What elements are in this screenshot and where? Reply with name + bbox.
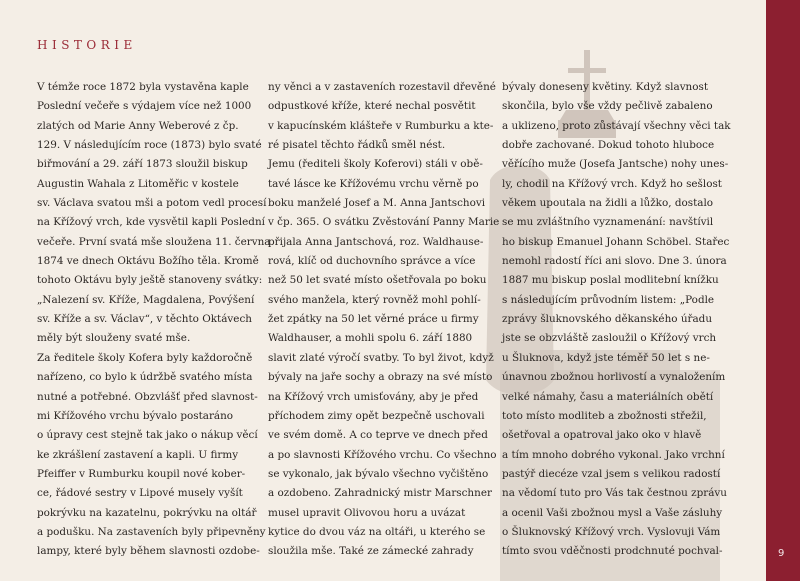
text-line: nutné a potřebné. Obzvlášť před slavnost- xyxy=(37,390,258,403)
text-line: s následujícím průvodním listem: „Podle xyxy=(502,293,715,306)
text-line: věřícího muže (Josefa Jantsche) nohy unes- xyxy=(502,158,729,171)
text-line: dobře zachované. Dokud tohoto hluboce xyxy=(502,139,715,152)
text-line: o úpravy cest stejně tak jako o nákup věcí xyxy=(37,429,258,442)
text-line: tavé lásce ke Křížovému vrchu věrně po xyxy=(268,177,479,190)
text-line: ly, chodil na Křížový vrch. Když ho sešlost xyxy=(502,177,722,190)
text-line: biřmování a 29. září 1873 sloužil biskup xyxy=(37,158,248,171)
text-line: pastýř diecéze vzal jsem s velikou radostí xyxy=(502,467,721,480)
text-line: měly být slouženy svaté mše. xyxy=(37,332,191,345)
text-line: pokrývku na kazatelnu, pokrývku na oltář xyxy=(37,506,257,519)
page-number: 9 xyxy=(778,548,785,559)
text-line: V témže roce 1872 byla vystavěna kaple xyxy=(37,81,249,93)
text-line: žet zpátky na 50 let věrné práce u firmy xyxy=(268,313,479,326)
text-line: mi Křížového vrchu bývalo postaráno xyxy=(37,409,234,422)
text-line: v čp. 365. O svátku Zvěstování Panny Marie xyxy=(268,216,500,229)
text-line: 129. V následujícím roce (1873) bylo svaté xyxy=(37,139,262,152)
text-line: příchodem zimy opět bezpečně uschovali xyxy=(268,409,485,422)
text-line: bývaly na jaře sochy a obrazy na své místo xyxy=(268,371,493,384)
text-line: a ozdobeno. Zahradnický mistr Marschner xyxy=(268,487,492,500)
text-line: ke zkrášlení zastavení a kapli. U firmy xyxy=(37,448,239,461)
text-line: tohoto Oktávu byly ještě stanoveny svátky: xyxy=(37,274,263,287)
text-line: Poslední večeře s výdajem více než 1000 xyxy=(37,100,252,113)
text-line: tímto svou vděčnosti prodchnuté pochval- xyxy=(502,545,723,558)
text-line: zprávy šluknovského děkanského úřadu xyxy=(502,313,713,326)
text-line: u Šluknova, když jste téměř 50 let s ne- xyxy=(502,351,710,364)
text-line: Jemu (řediteli školy Koferovi) stáli v obě- xyxy=(268,158,483,171)
text-line: Za ředitele školy Kofera byly každoročně xyxy=(37,351,253,364)
text-line: se mu zvláštního vyznamenání: navštívil xyxy=(502,216,714,229)
text-line: rová, klíč od duchovního správce a více xyxy=(268,255,476,268)
text-line: 1874 ve dnech Oktávu Božího těla. Kromě xyxy=(37,255,259,268)
text-line: nemohl radostí říci ani slovo. Dne 3. února xyxy=(502,255,727,268)
text-line: než 50 let svaté místo ošetřovala po boku xyxy=(268,274,487,287)
text-column-2 xyxy=(268,78,498,562)
text-line: a po slavnosti Křížového vrchu. Co všechno xyxy=(268,448,497,461)
text-line: „Nalezení sv. Kříže, Magdalena, Povýšení xyxy=(37,293,255,306)
text-line: jste se obzvláště zasloužil o Křížový vrch xyxy=(502,332,717,345)
text-line: v kapucínském klášteře v Rumburku a kte- xyxy=(268,119,494,132)
text-line: přijala Anna Jantschová, roz. Waldhause- xyxy=(268,235,484,248)
text-line: sloužila mše. Také ze zámecké zahrady xyxy=(268,545,474,558)
text-line: boku manželé Josef a M. Anna Jantschovi xyxy=(268,197,486,210)
text-line: Pfeiffer v Rumburku koupil nové kober- xyxy=(37,467,246,480)
text-line: velké námahy, času a materiálních obětí xyxy=(502,390,714,403)
text-line: únavnou zbožnou horlivostí a vynaložením xyxy=(502,371,726,384)
text-line: bývaly doneseny květiny. Když slavnost xyxy=(502,81,709,93)
text-line: sv. Václava svatou mši a potom vedl procesí xyxy=(37,197,267,210)
text-line: Waldhauser, a mohli spolu 6. září 1880 xyxy=(268,332,473,345)
section-heading: HISTORIE xyxy=(37,38,137,52)
text-line: toto místo modliteb a zbožnosti střežil, xyxy=(502,409,707,422)
text-line: kytice do dvou váz na oltáři, u kterého se xyxy=(268,525,486,538)
text-line: musel upravit Olivovou horu a uvázat xyxy=(268,506,466,519)
text-line: a podušku. Na zastaveních byly připevněny xyxy=(37,525,266,538)
text-line: 1887 mu biskup poslal modlitební knížku xyxy=(502,274,719,287)
text-line: odpustkové kříže, které nechal posvětit xyxy=(268,100,476,113)
text-line: ve svém domě. A co teprve ve dnech před xyxy=(268,429,488,442)
text-line: Augustin Wahala z Litoměřic v kostele xyxy=(37,177,239,190)
text-line: svého manžela, který rovněž mohl pohlí- xyxy=(268,293,481,306)
text-line: a uklizeno, proto zůstávají všechny věci tak xyxy=(502,119,731,132)
text-line: skončila, bylo vše vždy pečlivě zabaleno xyxy=(502,100,713,113)
text-line: ce, řádové sestry v Lipové musely vyšít xyxy=(37,487,243,500)
text-line: ré pisatel těchto řádků směl nést. xyxy=(268,139,446,152)
text-line: ny věnci a v zastaveních rozestavil dřevěné xyxy=(268,81,496,93)
text-line: ho biskup Emanuel Johann Schöbel. Stařec xyxy=(502,235,730,248)
text-line: nařízeno, co bylo k údržbě svatého místa xyxy=(37,371,253,384)
text-line: o Šluknovský Křížový vrch. Vyslovuji Vám xyxy=(502,525,721,538)
text-line: ošetřoval a opatroval jako oko v hlavě xyxy=(502,429,702,442)
text-line: na vědomí tuto pro Vás tak čestnou zprávu xyxy=(502,487,727,500)
text-line: zlatých od Marie Anny Weberové z čp. xyxy=(37,119,239,132)
text-column-3 xyxy=(502,78,732,562)
text-line: lampy, které byly během slavnosti ozdobe- xyxy=(37,545,260,558)
text-line: na Křížový vrch, kde vysvětil kapli Poslední xyxy=(37,216,265,229)
text-line: a tím mnoho dobrého vykonal. Jako vrchní xyxy=(502,448,725,461)
text-line: a ocenil Vaši zbožnou mysl a Vaše zásluhy xyxy=(502,506,723,519)
text-line: večeře. První svatá mše sloužena 11. června xyxy=(37,235,271,248)
text-line: se vykonalo, jak bývalo všechno vyčištěno xyxy=(268,467,489,480)
text-line: sv. Kříže a sv. Václav“, v těchto Oktávech xyxy=(37,313,252,326)
text-line: slavit zlaté výročí svatby. To byl život, když xyxy=(268,351,494,364)
text-line: na Křížový vrch umisťovány, aby je před xyxy=(268,390,479,403)
text-column-1 xyxy=(37,78,271,562)
side-color-band xyxy=(766,0,800,581)
text-line: věkem upoutala na židli a lůžko, dostalo xyxy=(502,197,714,210)
